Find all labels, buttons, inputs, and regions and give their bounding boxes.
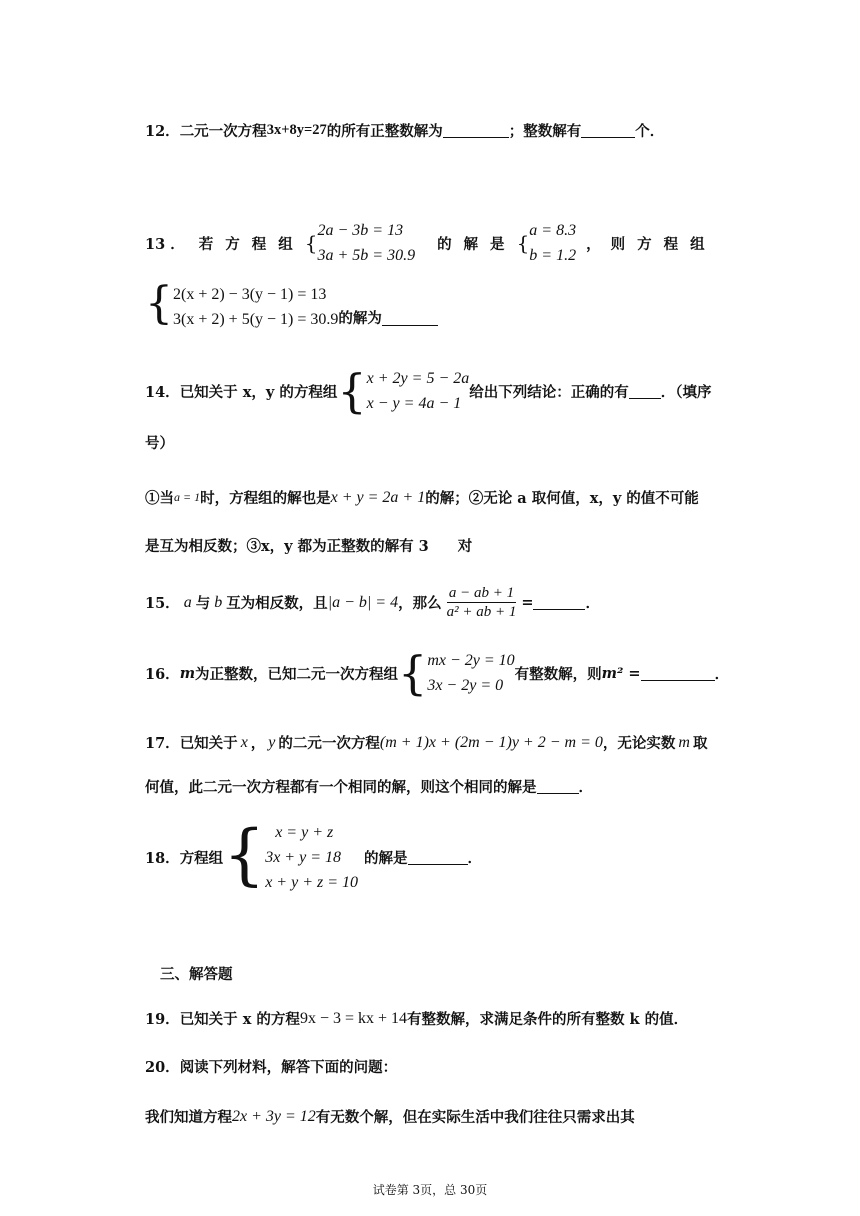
question-16: 16． m 为正整数，已知二元一次方程组 { mx − 2y = 10 3x − 2y = 0 有整数解，则 m² = ． xyxy=(145,646,730,700)
answer-blank[interactable] xyxy=(382,311,438,326)
answer-blank[interactable] xyxy=(443,123,509,138)
answer-blank[interactable] xyxy=(533,595,585,610)
equation-system: { x + 2y = 5 − 2a x − y = 4a − 1 xyxy=(337,364,470,418)
fraction: $\frac{a - ab + 1}{\text{a² + ab + 1}}$ xyxy=(446,585,517,620)
q19-number: 19． xyxy=(145,1011,180,1028)
question-14-conclusion-2: 是互为相反数；③x，y 都为正整数的解有 3 对 xyxy=(145,538,473,555)
question-18: 18． 方程组 { x = y + z 3x + y = 18 x + y + z = 10 的解是 ． xyxy=(145,820,482,895)
q18-number: 18． xyxy=(145,850,180,867)
question-17-line2: 何值，此二元一次方程都有一个相同的解，则这个相同的解是 ． xyxy=(145,779,593,796)
question-19: 19． 已知关于 x 的方程 9x − 3 = kx + 14 有整数解，求满足条件的所有整数 k 的值． xyxy=(145,1009,689,1028)
question-20: 20． 阅读下列材料，解答下面的问题： xyxy=(145,1056,397,1077)
answer-blank[interactable] xyxy=(629,384,661,399)
question-12: 12． 二元一次方程 3x+8y=27 的所有正整数解为 ；整数解有 个． xyxy=(145,122,665,140)
q14-number: 14． xyxy=(145,383,180,401)
answer-blank[interactable] xyxy=(641,666,715,681)
answer-blank[interactable] xyxy=(408,850,468,865)
q17-number: 17． xyxy=(145,735,180,752)
answer-blank[interactable] xyxy=(581,123,635,138)
q20-number: 20． xyxy=(145,1059,180,1076)
question-14-conclusion-1: ①当 a = 1 时，方程组的解也是 x + y = 2a + 1 的解；②无论 a 取何值，x，y 的值不可能 xyxy=(145,488,699,507)
q13-number: 13 ． xyxy=(145,235,185,253)
question-13-cont: { 2(x + 2) − 3(y − 1) = 13 3(x + 2) + 5(y − 1) = 30.9 的解为 xyxy=(145,282,438,332)
answer-blank[interactable] xyxy=(537,779,579,794)
equation-system-1: { 2a − 3b = 13 3a + 5b = 30.9 xyxy=(304,222,416,264)
q12-number: 12． xyxy=(145,123,180,140)
equation-system: { mx − 2y = 10 3x − 2y = 0 xyxy=(398,646,515,700)
question-13: 13 ． 若方程组 { 2a − 3b = 13 3a + 5b = 30.9 的解是 { a = 8.3 b = 1.2 ， 则方程组 xyxy=(145,218,715,268)
question-14: 14． 已知关于 x，y 的方程组 { x + 2y = 5 − 2a x − y = 4a − 1 给出下列结论：正确的有 ．（填序 xyxy=(145,364,712,418)
page-footer: 试卷第 3页，总 30页 xyxy=(372,1183,488,1197)
equation-system: { x = y + z 3x + y = 18 x + y + z = 10 xyxy=(223,815,359,893)
solution-system: { a = 8.3 b = 1.2 xyxy=(516,222,577,264)
section-heading: 三、解答题 xyxy=(160,966,233,983)
equation-system-2: { 2(x + 2) − 3(y − 1) = 13 3(x + 2) + 5(y − 1) = 30.9 xyxy=(145,278,339,329)
q16-number: 16． xyxy=(145,665,180,683)
question-15: 15． a 与 b 互为相反数，且 |a − b| = 4 ，那么 $\frac{a - ab + 1}{\text{a² + ab + 1}}$ = ． xyxy=(145,585,600,620)
question-20-paragraph: 我们知道方程 2x + 3y = 12 有无数个解，但在实际生活中我们往往只需求出其 xyxy=(145,1107,635,1126)
question-17: 17． 已知关于 x ， y 的二元一次方程 (m + 1)x + (2m − 1)y + 2 − m = 0 ，无论实数 m 取 xyxy=(145,733,708,752)
q15-number: 15． xyxy=(145,595,180,612)
question-14-line2: 号） xyxy=(145,435,174,452)
